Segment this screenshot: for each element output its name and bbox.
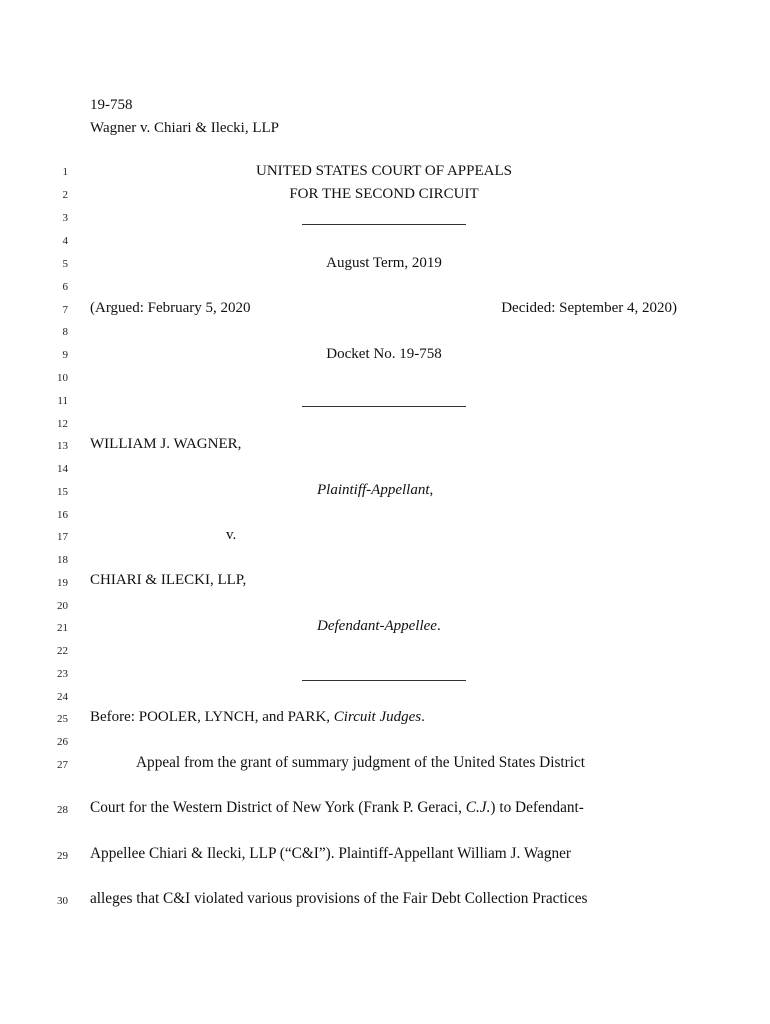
panel-punct: . (421, 709, 425, 725)
plaintiff-role (317, 482, 433, 499)
line-number: 18 (57, 554, 68, 566)
line-number: 28 (57, 804, 68, 816)
court-name: UNITED STATES COURT OF APPEALS (256, 163, 512, 179)
line-number: 26 (57, 736, 68, 748)
versus: v. (226, 527, 237, 543)
line-number: 4 (62, 235, 68, 247)
body-line-28-c: ) to Defendant- (490, 799, 584, 816)
line-number: 20 (57, 600, 68, 612)
line-number: 15 (57, 486, 68, 498)
defendant-role-punct: . (436, 618, 441, 634)
defendant-role (317, 618, 441, 635)
line-number: 6 (62, 281, 68, 293)
line-number: 25 (57, 713, 68, 725)
line-number: 8 (62, 326, 68, 338)
body-line-28-a: Court for the Western District of New York (Frank P. Geraci, (90, 799, 466, 816)
term: August Term, 2019 (326, 255, 442, 271)
body-line-28-judge-title: C.J. (465, 799, 491, 816)
line-number: 11 (57, 395, 68, 407)
line-number: 1 (62, 166, 68, 178)
line-number: 30 (57, 895, 68, 907)
body-line-30: alleges that C&I violated various provisions of the Fair Debt Collection Practices (90, 890, 588, 907)
argued-date: (Argued: February 5, 2020 (90, 300, 251, 316)
line-number: 9 (62, 349, 68, 361)
separator-rule (302, 224, 466, 225)
defendant-role-label: Defendant-Appellee (317, 618, 437, 634)
line-number: 12 (57, 418, 68, 430)
panel-title: Circuit Judges (333, 709, 422, 725)
decided-date: Decided: September 4, 2020) (501, 300, 677, 316)
plaintiff-role-punct: , (429, 482, 434, 498)
line-number: 22 (57, 645, 68, 657)
line-number: 5 (62, 258, 68, 270)
line-number: 14 (57, 463, 68, 475)
line-number: 24 (57, 691, 68, 703)
line-number: 29 (57, 850, 68, 862)
panel-judges: Before: POOLER, LYNCH, and PARK, (90, 709, 334, 725)
court-circuit: FOR THE SECOND CIRCUIT (289, 186, 479, 202)
line-number: 23 (57, 668, 68, 680)
docket-short: 19-758 (90, 97, 133, 113)
line-number: 17 (57, 531, 68, 543)
panel-line (90, 709, 425, 726)
separator-rule (302, 680, 466, 681)
line-number: 10 (57, 372, 68, 384)
line-number: 16 (57, 509, 68, 521)
case-short-title: Wagner v. Chiari & Ilecki, LLP (90, 120, 280, 136)
docket-number: Docket No. 19-758 (326, 346, 442, 362)
plaintiff-name: WILLIAM J. WAGNER, (90, 436, 242, 452)
line-number: 19 (57, 577, 68, 589)
line-number: 3 (62, 212, 68, 224)
line-number: 2 (62, 189, 68, 201)
body-line-29: Appellee Chiari & Ilecki, LLP (“C&I”). Plaintiff-Appellant William J. Wagner (90, 845, 572, 862)
line-number: 7 (62, 304, 68, 316)
separator-rule (302, 406, 466, 407)
defendant-name: CHIARI & ILECKI, LLP, (90, 572, 247, 588)
body-line-28 (90, 799, 584, 817)
line-number: 27 (57, 759, 68, 771)
plaintiff-role-label: Plaintiff-Appellant (317, 482, 430, 498)
line-number: 13 (57, 440, 68, 452)
body-line-27: Appeal from the grant of summary judgment of the United States District (136, 754, 586, 771)
line-number: 21 (57, 622, 68, 634)
